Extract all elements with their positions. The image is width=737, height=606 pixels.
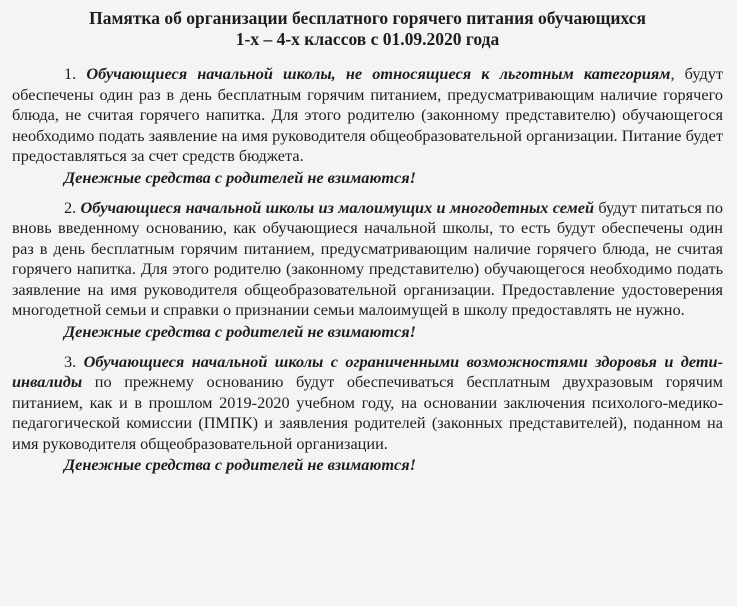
title-line-2: 1-х – 4-х классов с 01.09.2020 года bbox=[235, 29, 500, 49]
item-3-text: по прежнему основанию будут обеспечиваться бесплатным двухразовым горячим питанием, как и в прошлом 2019-2020 учебном году, на основании заключения психолого-медико-педагогической комиссии (ПМПК) и заявления родителей (законных представителей), поданном на имя руководителя общеобразовательной организации. bbox=[12, 372, 723, 453]
item-2 bbox=[12, 198, 723, 342]
item-2-note: Денежные средства с родителей не взимаются! bbox=[64, 321, 416, 341]
item-3-note: Денежные средства с родителей не взимаются! bbox=[64, 455, 416, 474]
document-title bbox=[12, 8, 723, 50]
item-3-emphasis: Обучающиеся начальной школы с ограниченными возможностями здоровья и дети-инвалиды bbox=[12, 351, 723, 391]
item-1-note: Денежные средства с родителей не взимаются! bbox=[64, 167, 416, 187]
item-3 bbox=[12, 352, 723, 476]
item-1 bbox=[12, 64, 723, 188]
item-2-number: 2. bbox=[64, 197, 77, 217]
title-line-1: Памятка об организации бесплатного горячего питания обучающихся bbox=[89, 8, 646, 28]
item-2-paragraph bbox=[12, 198, 723, 321]
item-1-number: 1. bbox=[64, 64, 77, 83]
item-3-number: 3. bbox=[64, 351, 77, 371]
item-2-emphasis: Обучающиеся начальной школы из малоимущих и многодетных семей bbox=[80, 197, 595, 217]
item-2-text: будут питаться по вновь введенному основанию, как обучающиеся начальной школы, то есть будут обеспечены один раз в день бесплатным горячим питанием, предусматривающим наличие горячего блюда, не считая горячего напитка. Для этого родителю (законному представителю) обучающегося необходимо подать заявление на имя руководителя общеобразовательной организации. Предоставление удостоверения многодетной семьи и справки о признании семьи малоимущей в школу предоставлять не нужно. bbox=[12, 197, 723, 319]
item-1-paragraph bbox=[12, 64, 723, 167]
item-1-emphasis: Обучающиеся начальной школы, не относящиеся к льготным категориям bbox=[86, 64, 671, 83]
item-3-paragraph bbox=[12, 352, 723, 455]
item-1-text: , будут обеспечены один раз в день бесплатным горячим питанием, предусматривающим наличие горячего блюда, не считая горячего напитка. Для этого родителю (законному представителю) обучающегося необходимо подать заявление на имя руководителя общеобразовательной организации. Питание будет предоставляться за счет средств бюджета. bbox=[12, 64, 723, 165]
